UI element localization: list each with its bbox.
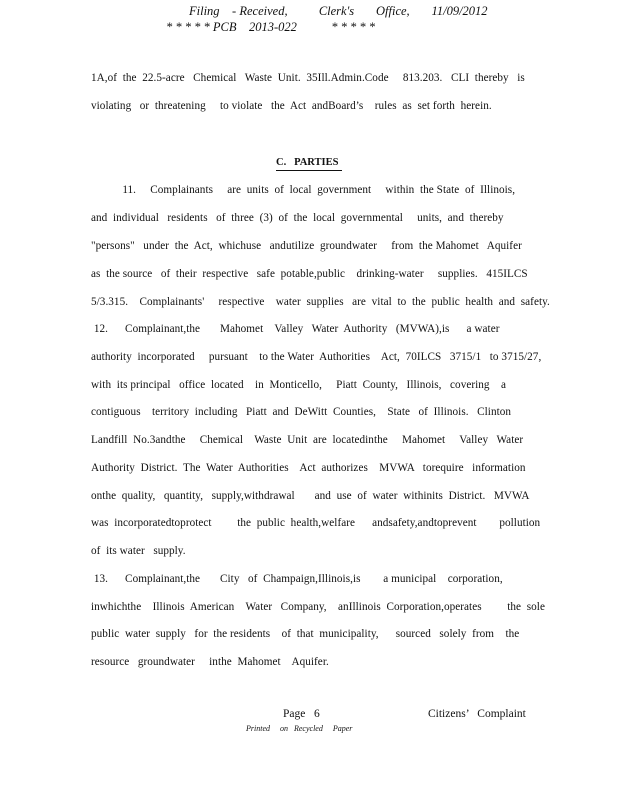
body-line: "persons" under the Act, whichuse andutilize groundwater from the Mahomet Aquifer <box>91 240 522 252</box>
intro-line-1: 1A,of the 22.5-acre Chemical Waste Unit. 35Ill.Admin.Code 813.203. CLI thereby is <box>91 72 525 84</box>
body-line: with its principal office located in Monticello, Piatt County, Illinois, covering a <box>91 379 506 391</box>
body-line: onthe quality, quantity, supply,withdrawal and use of water withinits District. MVWA <box>91 490 530 502</box>
body-line: authority incorporated pursuant to the Water Authorities Act, 70ILCS 3715/1 to 3715/27, <box>91 351 542 363</box>
body-line: 11. Complainants are units of local government within the State of Illinois, <box>91 184 516 196</box>
body-line: resource groundwater inthe Mahomet Aquifer. <box>91 656 329 668</box>
body-line: contiguous territory including Piatt and DeWitt Counties, State of Illinois. Clinton <box>91 406 512 418</box>
body-line: Landfill No.3andthe Chemical Waste Unit are locatedinthe Mahomet Valley Water <box>91 434 524 446</box>
body-line: as the source of their respective safe potable,public drinking-water supplies. 415ILCS <box>91 268 528 280</box>
body-line: of its water supply. <box>91 545 186 557</box>
section-heading-underline <box>276 170 342 171</box>
body-line: public water supply for the residents of that municipality, sourced solely from the <box>91 628 520 640</box>
printed-note: Printed on Recycled Paper <box>246 724 353 733</box>
document-title: Citizens’ Complaint <box>428 708 526 720</box>
intro-line-2: violating or threatening to violate the Act andBoard’s rules as set forth herein. <box>91 100 492 112</box>
page-number: Page 6 <box>283 708 320 720</box>
filing-header-line1: Filing - Received, Clerk's Office, 11/09/2012 <box>189 4 488 18</box>
filing-header-line2: * * * * * PCB 2013-022 * * * * * <box>166 20 376 34</box>
body-line: 5/3.315. Complainants' respective water supplies are vital to the public health and safety. <box>91 296 550 308</box>
body-line: was incorporatedtoprotect the public health,welfare andsafety,andtoprevent pollution <box>91 517 541 529</box>
section-heading: C. PARTIES <box>276 157 339 168</box>
body-line: inwhichthe Illinois American Water Company, anIllinois Corporation,operates the sole <box>91 601 545 613</box>
body-line: 12. Complainant,the Mahomet Valley Water Authority (MVWA),is a water <box>91 323 500 335</box>
body-line: and individual residents of three (3) of the local governmental units, and thereby <box>91 212 504 224</box>
body-line: 13. Complainant,the City of Champaign,Illinois,is a municipal corporation, <box>91 573 503 585</box>
body-line: Authority District. The Water Authorities Act authorizes MVWA torequire information <box>91 462 526 474</box>
